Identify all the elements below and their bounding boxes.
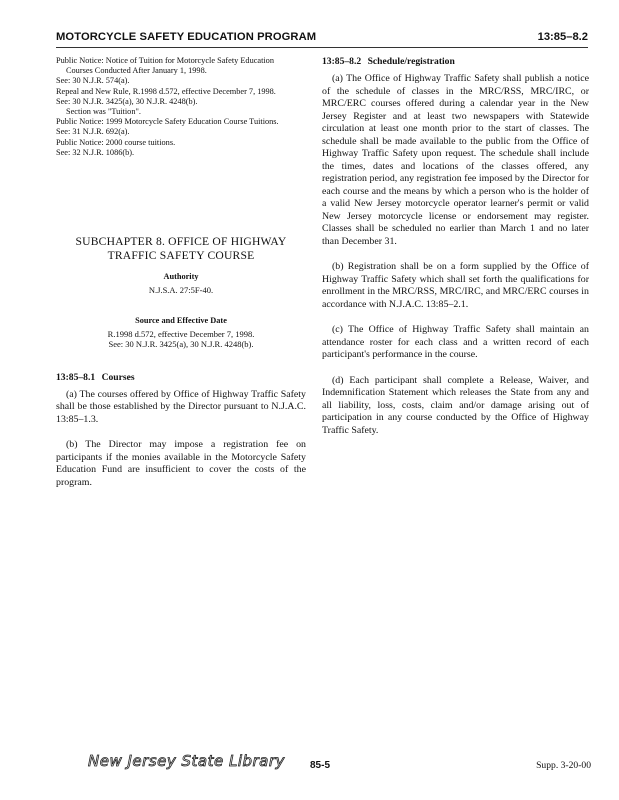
section-8-1-paragraph-b: (b) The Director may impose a registration fee on participants if the monies available in the Motorcycle Safety Education Fund are insufficient to cover the costs of the program. — [56, 439, 306, 488]
authority-heading: Authority — [163, 272, 199, 282]
history-notes — [56, 56, 306, 158]
subchapter-line-1: SUBCHAPTER 8. OFFICE OF HIGHWAY — [75, 235, 287, 249]
running-header-section: 13:85–8.2 — [537, 31, 588, 43]
section-title: Courses — [101, 371, 135, 383]
history-line: Section was "Tuition". — [66, 107, 141, 117]
header-rule — [56, 47, 588, 48]
section-8-1-paragraph-a: (a) The courses offered by Office of Highway Traffic Safety shall be those established by the Director pursuant to N.J.A.C. 13:85–1.3. — [56, 388, 306, 425]
subchapter-heading — [56, 235, 306, 263]
subchapter-line-2: TRAFFIC SAFETY COURSE — [107, 249, 255, 263]
history-line: See: 32 N.J.R. 1086(b). — [56, 147, 135, 157]
history-line: See: 30 N.J.R. 3425(a), 30 N.J.R. 4248(b). — [56, 96, 198, 106]
library-watermark: New Jersey State Library — [88, 752, 285, 770]
history-line: Courses Conducted After January 1, 1998. — [66, 66, 207, 76]
source-line-2: See: 30 N.J.R. 3425(a), 30 N.J.R. 4248(b). — [108, 339, 254, 350]
section-8-2-paragraph-d: (d) Each participant shall complete a Release, Waiver, and Indemnification Statement which releases the State from any and all liability, loss, costs, claim and/or damage arising out of participation in any course conducted by the Office of Highway Traffic Safety. — [322, 374, 589, 436]
source-heading: Source and Effective Date — [135, 316, 227, 326]
history-line: See: 31 N.J.R. 692(a). — [56, 127, 130, 137]
section-number: 13:85–8.1 — [56, 371, 96, 383]
section-8-2-paragraph-b: (b) Registration shall be on a form supplied by the Office of Highway Traffic Safety which shall set forth the qualifications for enrollment in the MRC/RSS, MRC/IRC, and MRC/ERC courses in accordance with N.J.A.C. 13:85–2.1. — [322, 261, 589, 310]
page-number: 85-5 — [310, 760, 331, 771]
authority-text: N.J.S.A. 27:5F-40. — [148, 285, 214, 296]
source-line-1: R.1998 d.572, effective December 7, 1998. — [107, 329, 255, 340]
right-column — [322, 56, 589, 437]
section-title: Schedule/registration — [367, 56, 455, 67]
section-number: 13:85–8.2 — [322, 56, 362, 67]
left-column — [56, 56, 306, 489]
section-8-2-paragraph-c: (c) The Office of Highway Traffic Safety shall maintain an attendance roster for each class and a written record of each participant's performance in the course. — [322, 324, 589, 360]
section-8-2-paragraph-a: (a) The Office of Highway Traffic Safety shall publish a notice of the schedule of classes in the MRC/RSS, MRC/IRC, or MRC/ERC courses offered during a calendar year in the New Jersey Register and at least two newspapers with Statewide circulation at least one month prior to the start of classes. The schedule shall be made available to the public from the Office of Highway Traffic Safety upon request. The schedule shall include the times, dates and locations of the classes offered, any registration period, any registration fee imposed by the Director for each course and the means by which a person who is the holder of a valid New Jersey motorcycle operator learner's permit or valid New Jersey motorcycle license or endorsement may register. Classes shall be scheduled no earlier than March 1 and no later than December 31. — [322, 73, 589, 247]
section-8-2-heading — [322, 56, 589, 67]
source-text — [56, 329, 306, 350]
history-line: Public Notice: 2000 course tuitions. — [56, 137, 176, 147]
running-header-title: MOTORCYCLE SAFETY EDUCATION PROGRAM — [56, 31, 317, 43]
history-line: Public Notice: Notice of Tuition for Motorcycle Safety Education — [56, 56, 274, 65]
history-line: Public Notice: 1999 Motorcycle Safety Education Course Tuitions. — [56, 117, 279, 127]
section-8-1-heading — [56, 372, 306, 383]
supplement-date: Supp. 3-20-00 — [536, 760, 591, 771]
history-line: Repeal and New Rule, R.1998 d.572, effective December 7, 1998. — [56, 86, 276, 96]
history-line: See: 30 N.J.R. 574(a). — [56, 76, 130, 86]
